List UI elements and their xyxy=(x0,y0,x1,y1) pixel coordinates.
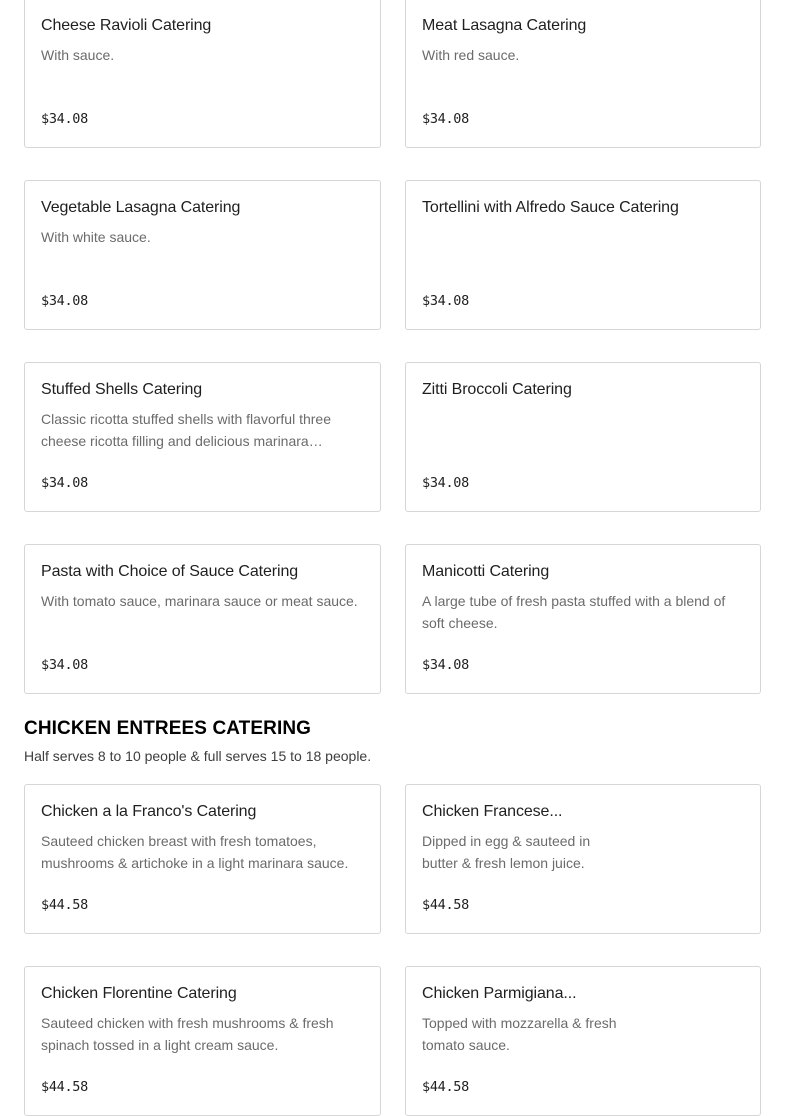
menu-item-card[interactable] xyxy=(405,362,761,512)
item-title: Pasta with Choice of Sauce Catering xyxy=(41,563,299,580)
item-description: A large tube of fresh pasta stuffed with a blend of soft cheese. xyxy=(422,593,726,631)
item-price: $34.08 xyxy=(41,293,88,309)
item-price: $34.08 xyxy=(41,475,88,491)
item-price: $44.58 xyxy=(41,897,88,913)
item-title: Chicken Florentine Catering xyxy=(41,985,237,1002)
item-price: $44.58 xyxy=(422,897,469,913)
pasta-items-grid xyxy=(24,0,761,694)
item-title: Cheese Ravioli Catering xyxy=(41,17,212,34)
item-price: $34.08 xyxy=(41,657,88,673)
item-price: $34.08 xyxy=(422,657,469,673)
item-price: $34.08 xyxy=(422,111,469,127)
item-title: Meat Lasagna Catering xyxy=(422,17,587,34)
item-description: Sauteed chicken with fresh mushrooms & fresh spinach tossed in a light cream sauce. xyxy=(41,1015,334,1053)
item-price: $44.58 xyxy=(41,1079,88,1095)
item-title: Zitti Broccoli Catering xyxy=(422,381,572,398)
menu-item-card[interactable] xyxy=(24,0,381,148)
menu-item-card[interactable] xyxy=(24,784,381,934)
item-price: $34.08 xyxy=(41,111,88,127)
item-title: Chicken Francese... xyxy=(422,803,563,820)
section-title: CHICKEN ENTREES CATERING xyxy=(24,718,312,739)
item-title: Tortellini with Alfredo Sauce Catering xyxy=(422,199,679,216)
item-title: Stuffed Shells Catering xyxy=(41,381,203,398)
item-description: Topped with mozzarella & fresh tomato sauce. xyxy=(422,1015,617,1053)
menu-item-card[interactable] xyxy=(405,966,761,1116)
item-description: With red sauce. xyxy=(422,47,520,63)
item-description: With white sauce. xyxy=(41,229,151,245)
menu-item-card[interactable] xyxy=(405,0,761,148)
item-description: Classic ricotta stuffed shells with flavorful three cheese ricotta filling and delicious marinara… xyxy=(41,411,331,449)
section-subtitle: Half serves 8 to 10 people & full serves 15 to 18 people. xyxy=(24,748,372,764)
item-description: With tomato sauce, marinara sauce or meat sauce. xyxy=(41,593,358,609)
item-price: $34.08 xyxy=(422,293,469,309)
menu-item-card[interactable] xyxy=(24,966,381,1116)
menu-item-card[interactable] xyxy=(405,180,761,330)
item-title: Manicotti Catering xyxy=(422,563,550,580)
menu-item-card[interactable] xyxy=(24,362,381,512)
item-description: Dipped in egg & sauteed in butter & fresh lemon juice. xyxy=(422,833,591,871)
item-description: Sauteed chicken breast with fresh tomatoes, mushrooms & artichoke in a light marinara sauce. xyxy=(41,833,349,871)
item-title: Vegetable Lasagna Catering xyxy=(41,199,241,216)
item-price: $34.08 xyxy=(422,475,469,491)
item-title: Chicken Parmigiana... xyxy=(422,985,577,1002)
chicken-items-grid xyxy=(24,784,761,1116)
item-description: With sauce. xyxy=(41,47,115,63)
menu-item-card[interactable] xyxy=(405,544,761,694)
menu-item-card[interactable] xyxy=(24,544,381,694)
item-price: $44.58 xyxy=(422,1079,469,1095)
menu-item-card[interactable] xyxy=(24,180,381,330)
menu-item-card[interactable] xyxy=(405,784,761,934)
item-title: Chicken a la Franco's Catering xyxy=(41,803,257,820)
